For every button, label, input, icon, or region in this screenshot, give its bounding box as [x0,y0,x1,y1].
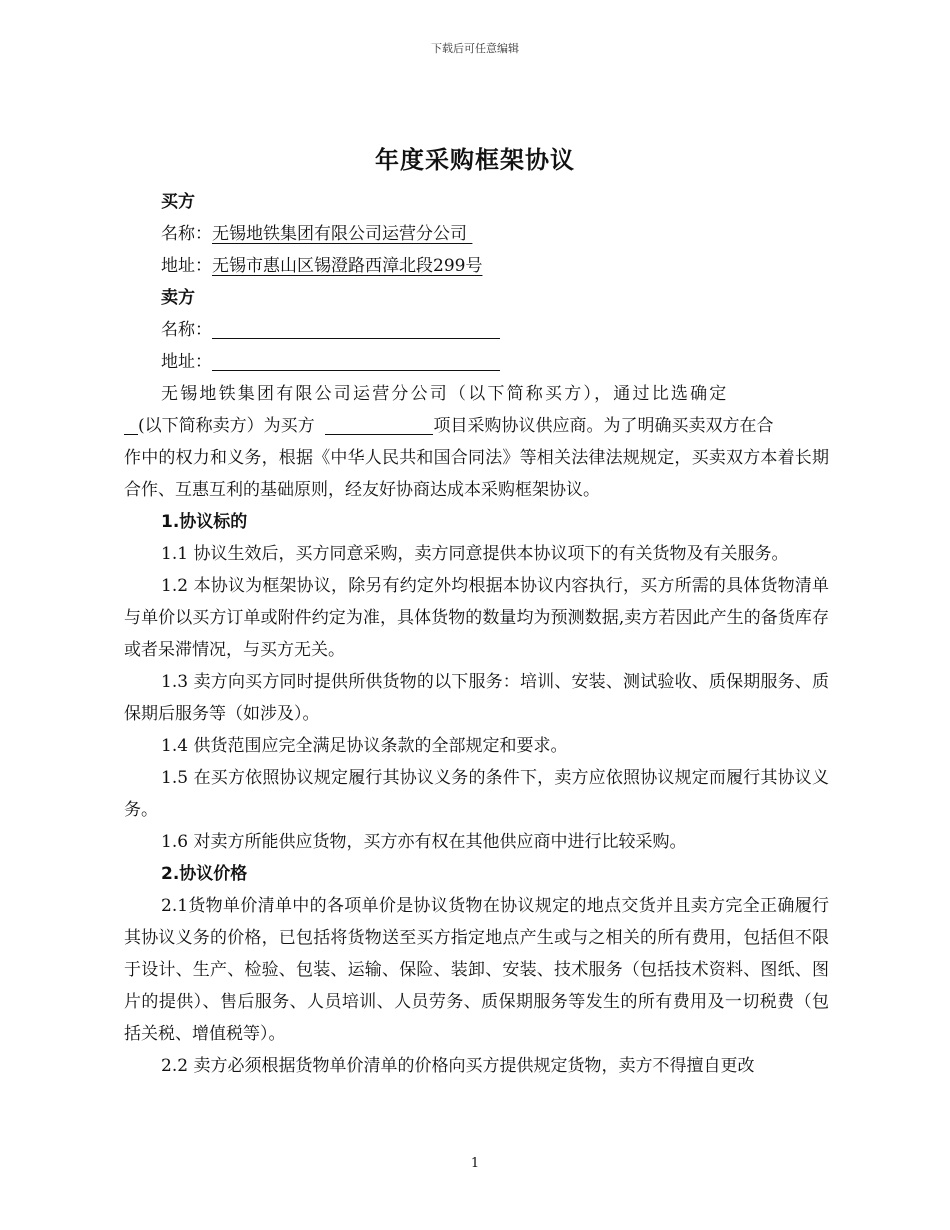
clause-1-6: 1.6 对卖方所能供应货物，买方亦有权在其他供应商中进行比较采购。 [161,832,687,852]
seller-name-blank [212,316,500,339]
seller-inline-blank [124,412,138,435]
buyer-name-label: 名称： [161,224,212,244]
header-note: 下载后可任意编辑 [431,42,519,55]
buyer-address-value: 无锡市惠山区锡澄路西漳北段299号 [212,256,483,276]
seller-name-row [124,314,829,346]
intro-paragraph [124,378,829,442]
clause-2-2: 2.2 卖方必须根据货物单价清单的价格向买方提供规定货物，卖方不得擅自更改 [161,1056,755,1076]
seller-heading: 卖方 [161,288,195,308]
page-number: 1 [470,1156,480,1171]
seller-name-label: 名称： [161,320,212,340]
buyer-address-row [124,250,829,282]
intro-part1: 无锡地铁集团有限公司运营分公司（以下简称买方），通过比选确定 [161,384,729,404]
document-title: 年度采购框架协议 [375,146,575,174]
intro-part2: (以下简称卖方）为买方 [138,416,315,436]
intro-continuation: 作中的权力和义务，根据《中华人民共和国合同法》等相关法律法规规定，买卖双方本着长期合作、互惠互利的基础原则，经友好协商达成本采购框架协议。 [124,448,829,500]
seller-address-row [124,346,829,378]
seller-address-blank [212,348,500,371]
clause-1-2: 1.2 本协议为框架协议，除另有约定外均根据本协议内容执行，买方所需的具体货物清单与单价以买方订单或附件约定为准，具体货物的数量均为预测数据,卖方若因此产生的备货库存或者呆滞情况，与买方无关。 [124,576,829,660]
document-body [124,186,829,1082]
section2-heading: 2.协议价格 [161,864,248,884]
buyer-name-row [124,218,829,250]
clause-1-5: 1.5 在买方依照协议规定履行其协议义务的条件下，卖方应依照协议规定而履行其协议义务。 [124,768,829,820]
seller-address-label: 地址： [161,352,212,372]
buyer-name-underline-tail [467,224,472,244]
clause-1-4: 1.4 供货范围应完全满足协议条款的全部规定和要求。 [161,736,568,756]
buyer-heading: 买方 [161,192,195,212]
section1-heading: 1.协议标的 [161,512,248,532]
project-blank [325,412,433,435]
clause-1-1: 1.1 协议生效后，买方同意采购，卖方同意提供本协议项下的有关货物及有关服务。 [161,544,789,564]
buyer-name-value: 无锡地铁集团有限公司运营分公司 [212,224,467,244]
clause-2-1: 2.1货物单价清单中的各项单价是协议货物在协议规定的地点交货并且卖方完全正确履行其协议义务的价格，已包括将货物送至买方指定地点产生或与之相关的所有费用，包括但不限于设计、生产、检验、包装、运输、保险、装卸、安装、技术服务（包括技术资料、图纸、图片的提供）、售后服务、人员培训、人员劳务、质保期服务等发生的所有费用及一切税费（包括关税、增值税等）。 [124,896,829,1044]
intro-part3-start: 项目采购协议供应商。为了明确买卖双方在合 [433,416,774,436]
buyer-address-label: 地址： [161,256,212,276]
clause-1-3: 1.3 卖方向买方同时提供所供货物的以下服务：培训、安装、测试验收、质保期服务、质保期后服务等（如涉及）。 [124,672,829,724]
